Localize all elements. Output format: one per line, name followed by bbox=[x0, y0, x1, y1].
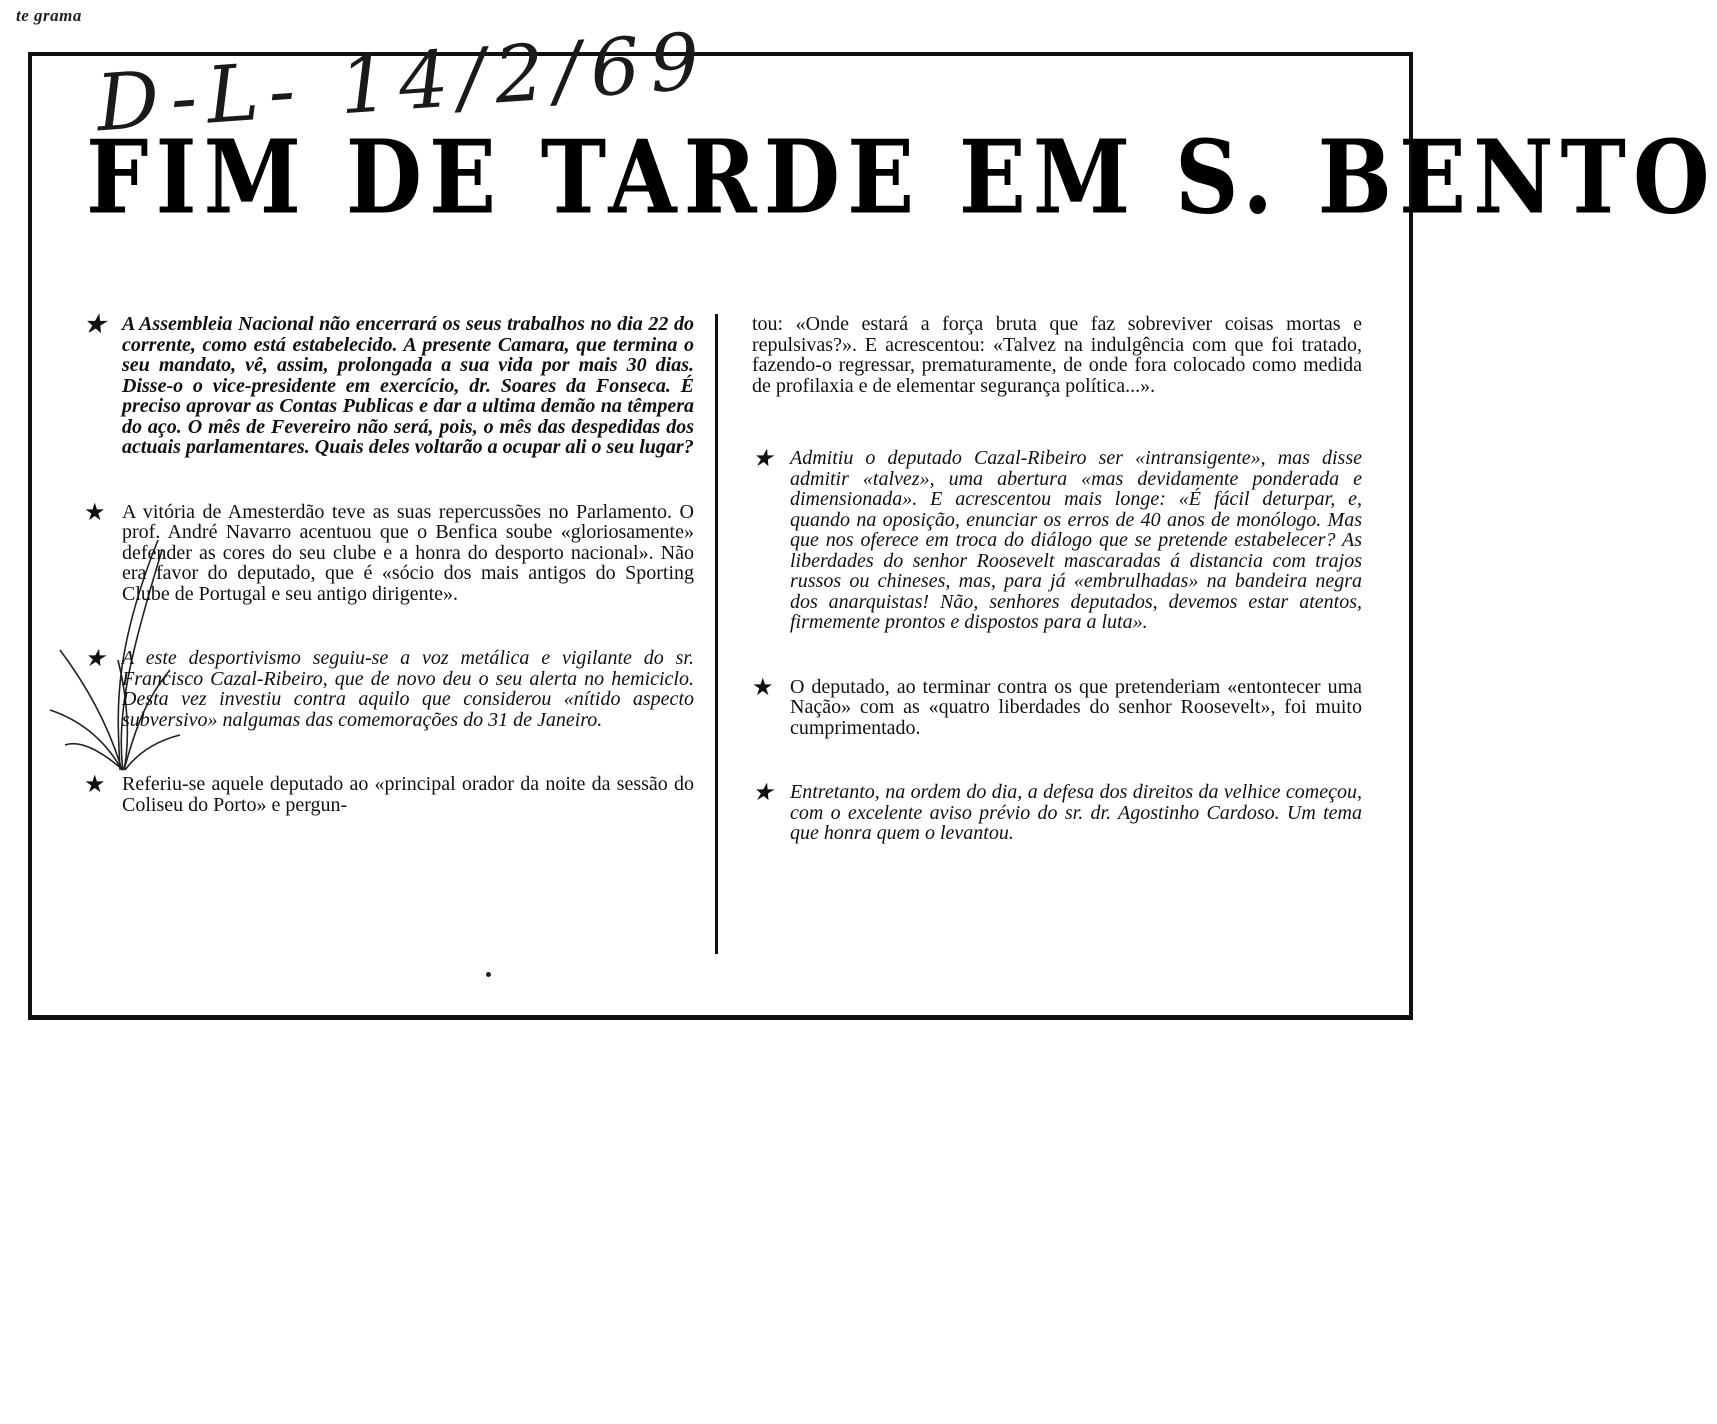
handwritten-date: D-L- 14/2/69 bbox=[93, 16, 713, 150]
left-column bbox=[84, 314, 694, 815]
paragraph-terminar bbox=[752, 674, 1362, 739]
paragraph-desportivismo bbox=[84, 648, 694, 730]
paragraph-text: tou: «Onde estará a força bruta que faz sobreviver coisas mortas e repulsivas?». E acrescentou: «Talvez na indulgência com que foi tratado, fazendo-o regressar, prematuramente, de onde fora colocado como medida de profilaxia e de elementar segurança política...». bbox=[752, 313, 1362, 397]
paragraph-entretanto bbox=[752, 782, 1362, 844]
star-bullet-icon: ★ bbox=[84, 772, 106, 798]
star-bullet-icon: ★ bbox=[84, 646, 106, 672]
paragraph-amesterdao bbox=[84, 499, 694, 605]
star-bullet-icon: ★ bbox=[752, 674, 774, 701]
ink-speck bbox=[486, 972, 491, 977]
star-bullet-icon: ★ bbox=[752, 780, 774, 806]
paragraph-text: Entretanto, na ordem do dia, a defesa dos direitos da velhice começou, com o excelente aviso prévio do sr. dr. Agostinho Cardoso. Um tema que honra quem o levantou. bbox=[790, 781, 1362, 844]
paragraph-continuation bbox=[752, 314, 1362, 396]
paragraph-text: Referiu-se aquele deputado ao «principal orador da noite da sessão do Coliseu do Porto» e pergun- bbox=[122, 773, 694, 816]
right-column bbox=[752, 314, 1362, 844]
headline: FIM DE TARDE EM S. BENTO bbox=[86, 116, 1717, 237]
paragraph-text: A vitória de Amesterdão teve as suas repercussões no Parlamento. O prof. André Navarro acentuou que o Benfica soube «gloriosamente» defender as cores do seu clube e a honra do desporto nacional». Não era favor do deputado, que é «sócio dos mais antigos do Sporting Clube de Portugal e seu antigo dirigente». bbox=[122, 500, 694, 605]
paragraph-referiu bbox=[84, 774, 694, 815]
star-bullet-icon: ★ bbox=[84, 499, 106, 526]
column-divider bbox=[715, 314, 718, 954]
paragraph-assembleia bbox=[84, 314, 694, 458]
paragraph-text: A este desportivismo seguiu-se a voz metálica e vigilante do sr. Francisco Cazal-Ribeiro, que de novo deu o seu alerta no hemiciclo. Desta vez investiu contra aquilo que considerou «nítido aspecto subversivo» nalgumas das comemorações do 31 de Janeiro. bbox=[122, 647, 694, 731]
star-bullet-icon: ★ bbox=[84, 312, 106, 338]
paragraph-text: A Assembleia Nacional não encerrará os seus trabalhos no dia 22 do corrente, como está estabelecido. A presente Camara, que termina o seu mandato, vê, assim, prolongada a sua vida por mais 30 dias. Disse-o o vice-presidente em exercício, dr. Soares da Fonseca. É preciso aprovar as Contas Publicas e dar a ultima demão na têmpera do aço. O mês de Fevereiro não será, pois, o mês das despedidas dos actuais parlamentares. Quais deles voltarão a ocupar ali o seu lugar? bbox=[122, 313, 694, 458]
star-bullet-icon: ★ bbox=[752, 446, 774, 472]
paragraph-text: Admitiu o deputado Cazal-Ribeiro ser «intransigente», mas disse admitir «talvez», uma abertura «mas devidamente ponderada e dimensionada». E acrescentou mais longe: «É fácil deturpar, e, quando na oposição, enunciar os erros de 40 anos de monólogo. Mas que nos oferece em troca do diálogo que se pretende estabelecer? As liberdades do senhor Roosevelt mascaradas á distancia com trajos russos ou chineses, mas, para já «embrulhadas» na bandeira negra dos anarquistas! Não, senhores deputados, devemos estar atentos, firmemente prontos e dispostos para a luta». bbox=[790, 447, 1362, 633]
paragraph-text: O deputado, ao terminar contra os que pretenderiam «entontecer uma Nação» com as «quatro liberdades do senhor Roosevelt», foi muito cumprimentado. bbox=[790, 675, 1362, 739]
source-label: te grama bbox=[16, 6, 82, 25]
paragraph-admitiu bbox=[752, 448, 1362, 633]
